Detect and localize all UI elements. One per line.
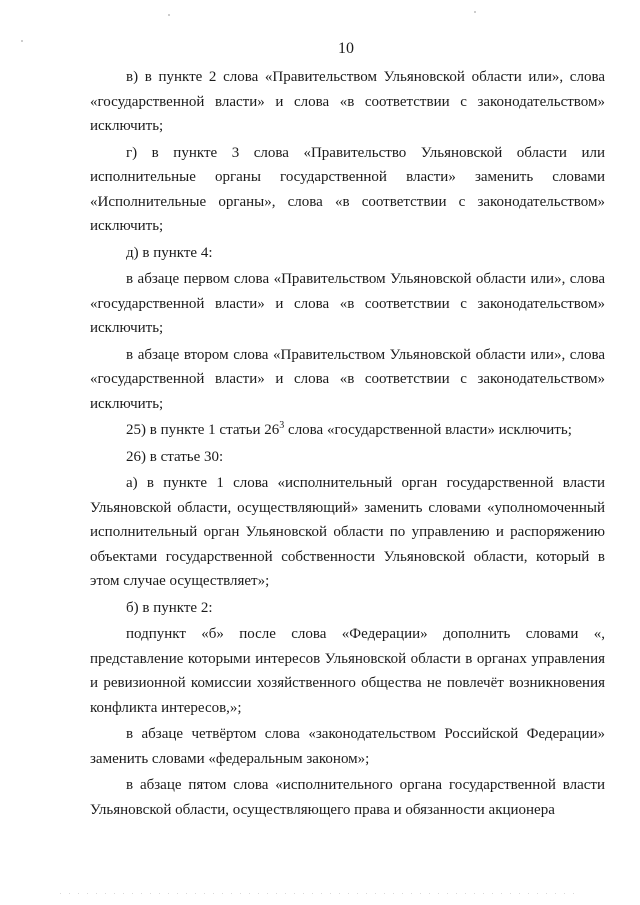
paragraph-25-text-after: слова «государственной власти» исключить; <box>284 422 572 438</box>
scan-speck <box>21 40 23 42</box>
document-body <box>90 65 605 822</box>
paragraph-item-d: д) в пункте 4: <box>126 244 213 261</box>
paragraph-26b-fifth-abzac: в абзаце пятом слова «исполнительного органа государственной власти Ульяновской области, осуществляющего права и обязанности акционера <box>90 777 605 818</box>
paragraph-item-26: 26) в статье 30: <box>126 448 224 465</box>
scan-speck <box>474 11 476 13</box>
scan-dotted-line <box>60 893 580 894</box>
paragraph-item-26a: а) в пункте 1 слова «исполнительный орган государственной власти Ульяновской области, осуществляющий» заменить словами «уполномоченный исполнительный орган Ульяновской области по управлению и распоряжению объектами государственной собственности Ульяновской области, который в этом случае осуществляет»; <box>90 475 605 589</box>
paragraph-26b-subitem: подпункт «б» после слова «Федерации» дополнить словами «, представление которыми интересов Ульяновской области в органах управления и ревизионной комиссии хозяйственного общества не повлечёт возникновения конфликта интересов,»; <box>90 626 605 716</box>
paragraph-26b-fourth-abzac: в абзаце четвёртом слова «законодательством Российской Федерации» заменить словами «федеральным законом»; <box>90 726 605 767</box>
paragraph-item-26b: б) в пункте 2: <box>126 599 213 616</box>
paragraph-25-text-before: 25) в пункте 1 статьи 26 <box>126 422 280 438</box>
scan-speck <box>168 14 170 16</box>
paragraph-d-first-abzac: в абзаце первом слова «Правительством Ульяновской области или», слова «государственной власти» и слова «в соответствии с законодательством» исключить; <box>90 271 605 336</box>
page-number: 10 <box>338 40 354 57</box>
paragraph-item-25 <box>90 418 605 443</box>
paragraph-d-second-abzac: в абзаце втором слова «Правительством Ульяновской области или», слова «государственной власти» и слова «в соответствии с законодательством» исключить; <box>90 346 605 412</box>
article-superscript: 3 <box>279 420 285 431</box>
paragraph-item-g: г) в пункте 3 слова «Правительство Ульяновской области или исполнительные органы государственной власти» заменить словами «Исполнительные органы», слова «в соответствии с законодательством» исключить; <box>90 144 605 234</box>
paragraph-item-v: в) в пункте 2 слова «Правительством Ульяновской области или», слова «государственной власти» и слова «в соответствии с законодательством» исключить; <box>90 69 605 134</box>
